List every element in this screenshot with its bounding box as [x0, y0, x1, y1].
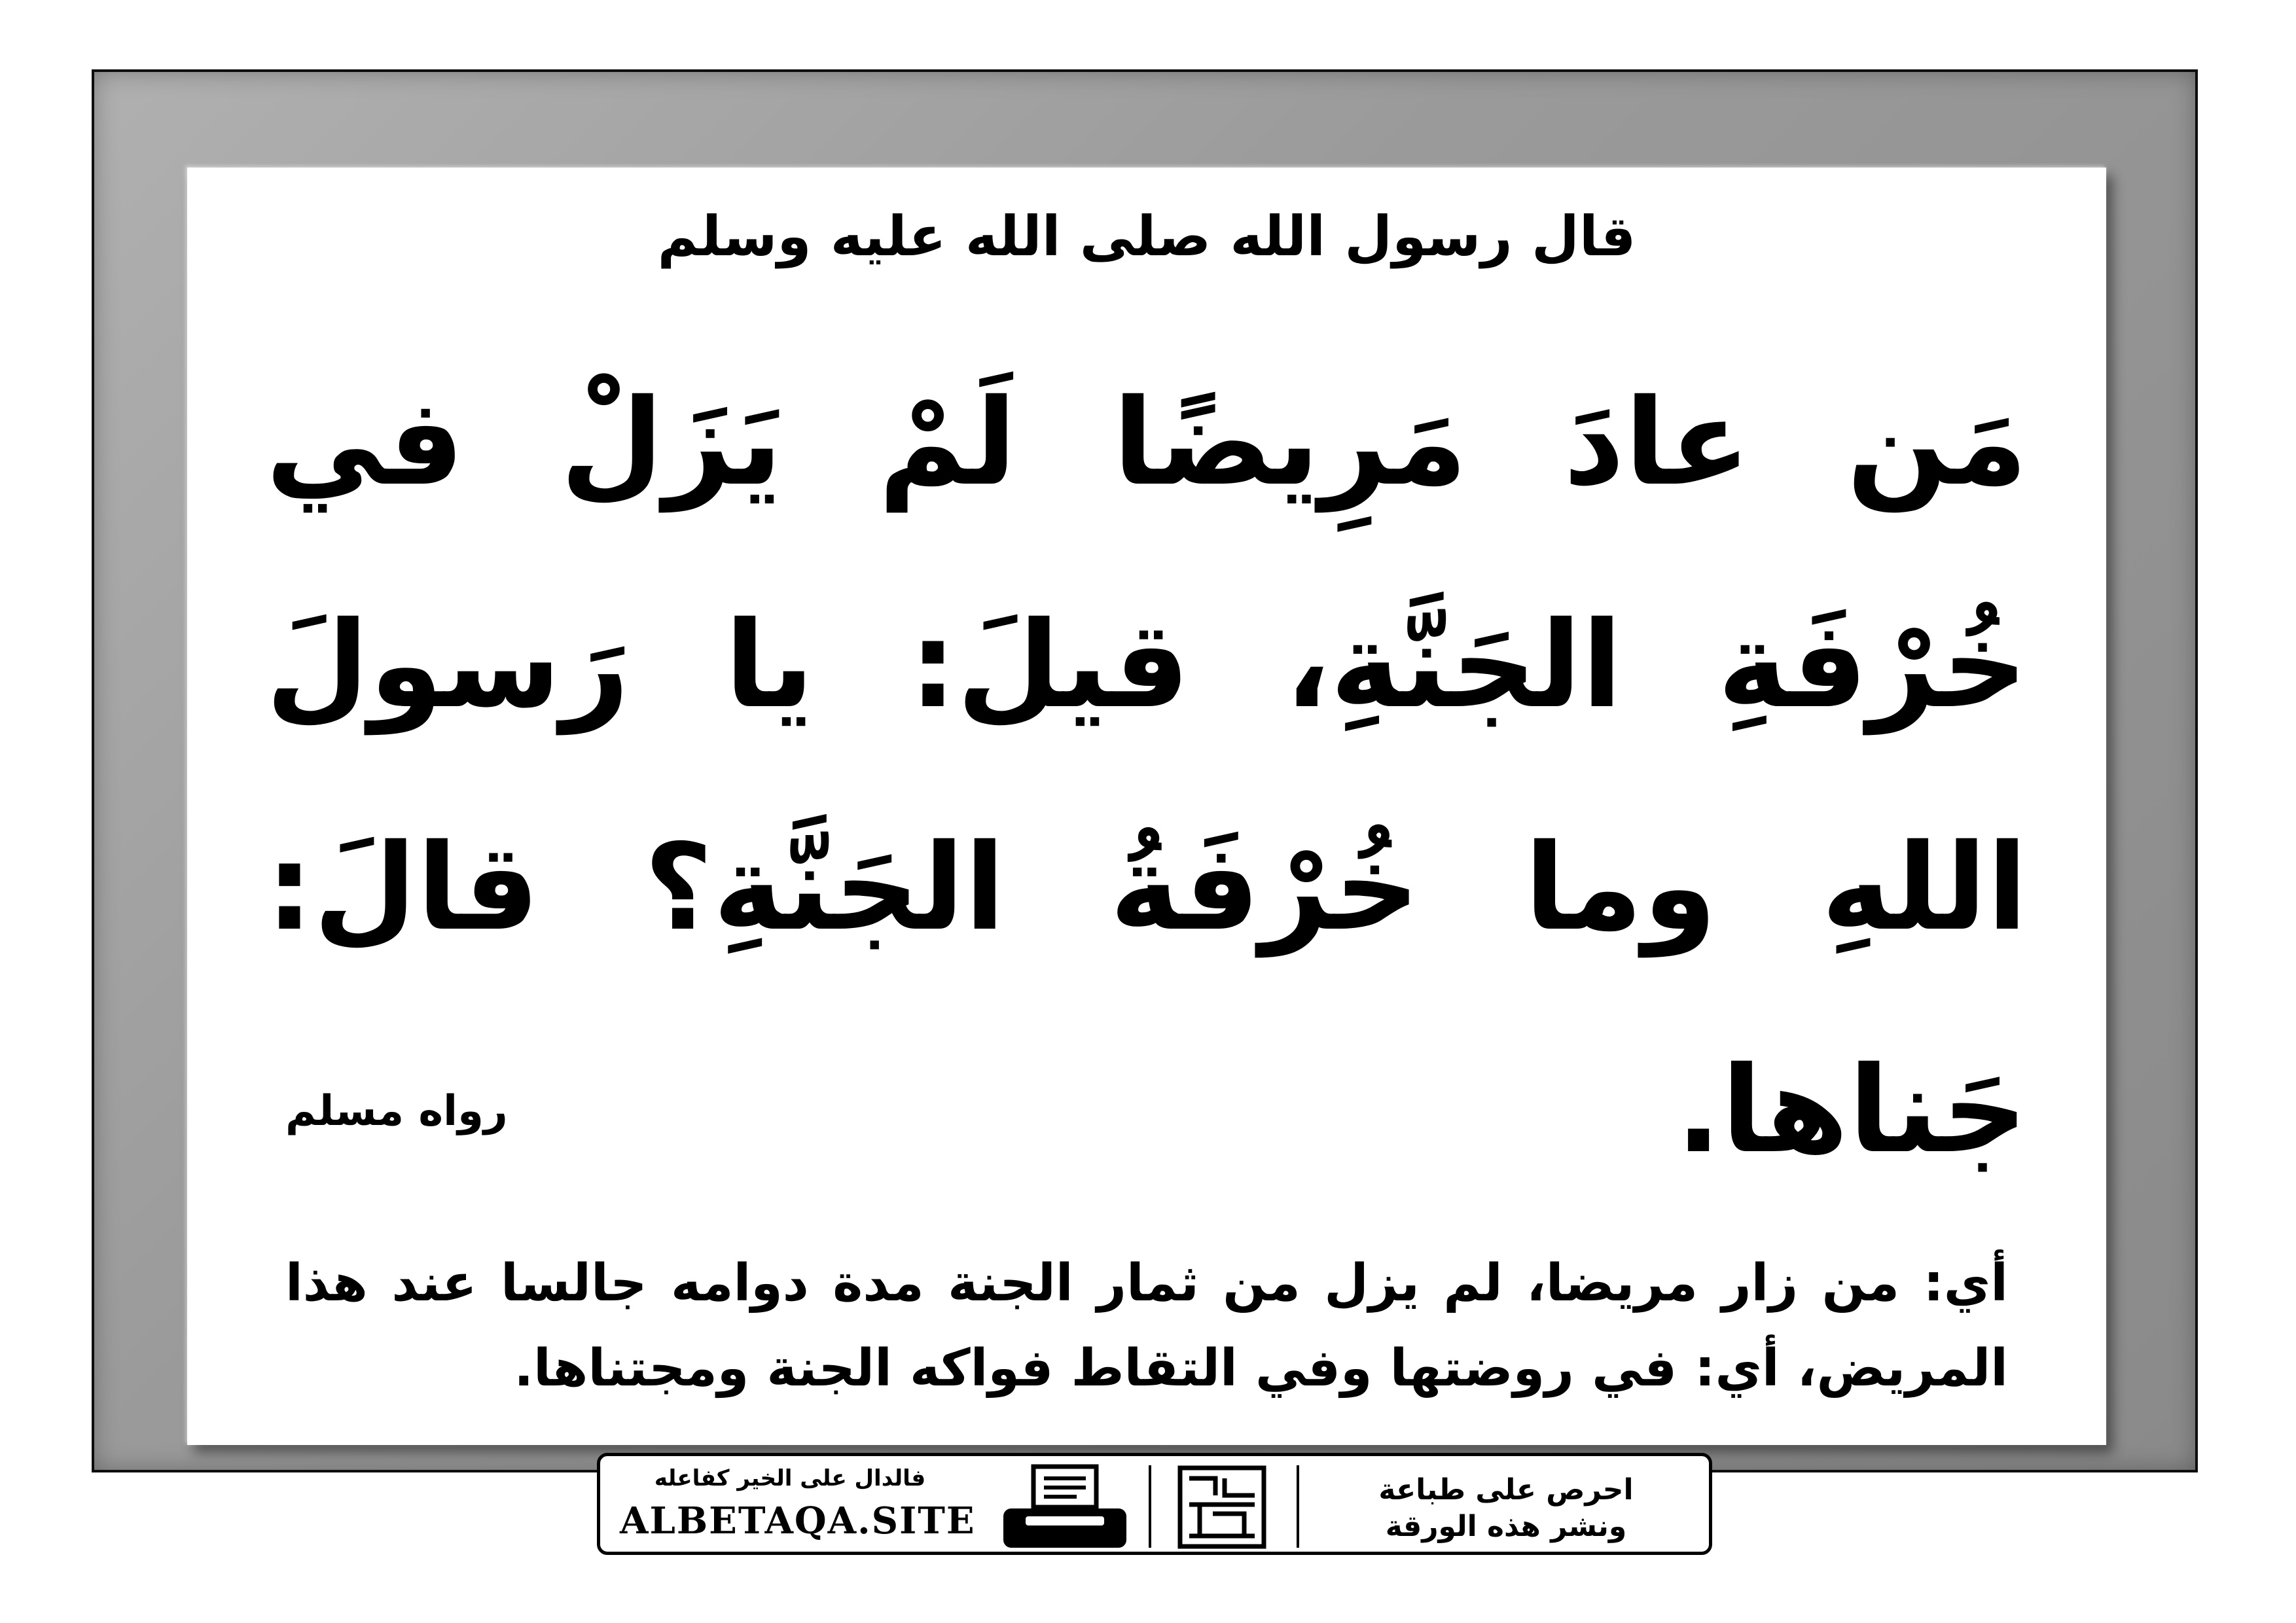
footer-banner — [597, 1453, 1712, 1555]
hadith-source: رواه مسلم — [285, 1087, 508, 1135]
footer-notice-line-1: احرص على طباعة — [1378, 1473, 1634, 1507]
logo-icon — [1176, 1464, 1268, 1550]
site-link[interactable]: ALBETAQA.SITE — [620, 1499, 976, 1543]
content-panel — [187, 168, 2106, 1445]
intro-line: قال رسول الله صلى الله عليه وسلم — [657, 204, 1636, 268]
footer-notice — [1329, 1472, 1683, 1545]
footer-divider-2 — [1297, 1465, 1299, 1548]
hadith-text: مَن عادَ مَرِيضًا لَمْ يَزَلْ في خُرْفَةِ الجَنَّةِ، قيلَ: يا رَسولَ اللهِ وما خُرْفَةُ الجَنَّةِ؟ قالَ: جَناها. — [266, 373, 2028, 1179]
footer-motto: فالدال على الخير كفاعله — [654, 1465, 926, 1491]
footer-divider-1 — [1149, 1465, 1151, 1548]
explanation-text: أي: من زار مريضا، لم يزل من ثمار الجنة مدة دوامه جالسا عند هذا المريض، أي: في روضتها وفي التقاط فواكه الجنة ومجتناها. — [285, 1254, 2008, 1398]
printer-icon — [999, 1464, 1130, 1550]
footer-site-block — [620, 1465, 976, 1543]
footer-notice-line-2: ونشر هذه الورقة — [1385, 1510, 1627, 1543]
